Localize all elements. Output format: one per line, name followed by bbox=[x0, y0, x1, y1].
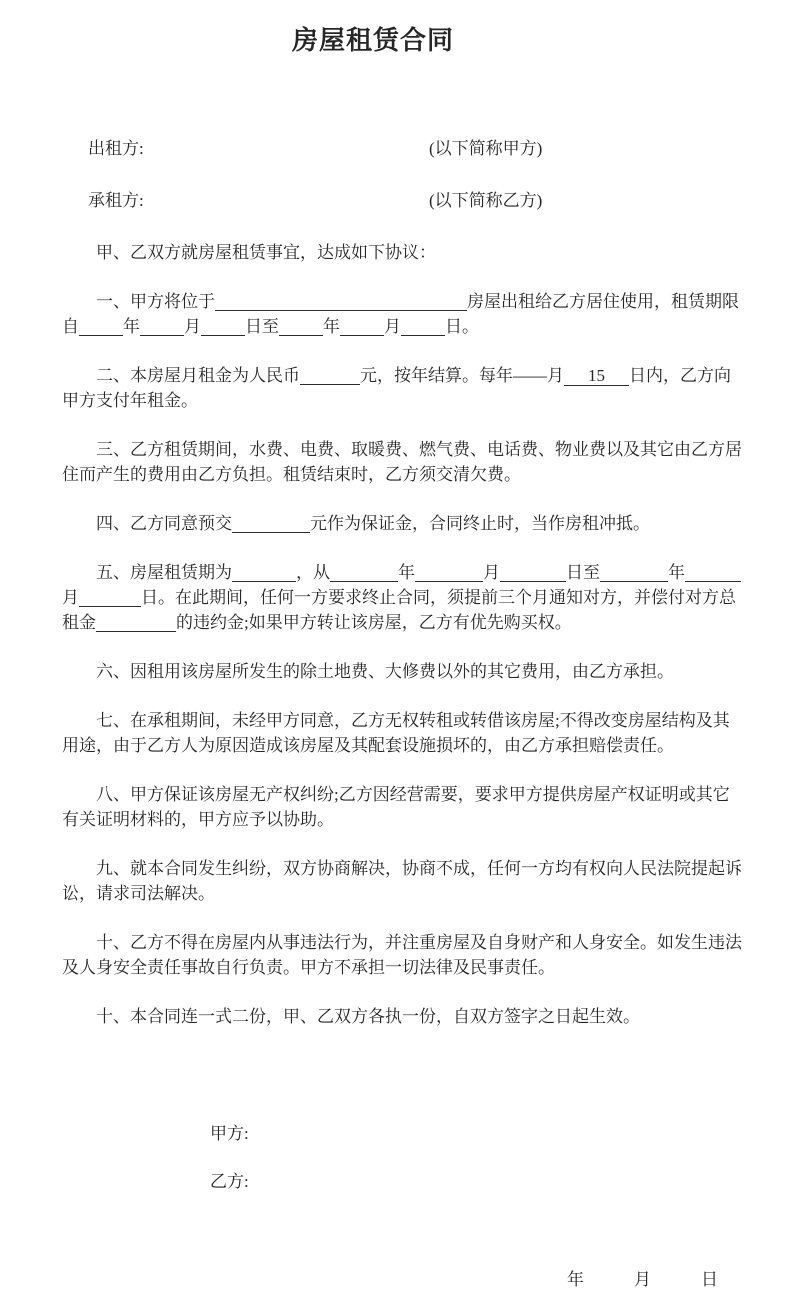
clause-text: 日内，乙方向甲方支付年租金。 bbox=[62, 366, 731, 410]
clause-text: 房屋出租给乙方居住使用，租赁期限自 bbox=[62, 292, 739, 336]
clause-text: 六、因租用该房屋所发生的除土地费、大修费以外的其它费用，由乙方承担。 bbox=[96, 662, 674, 681]
blank-field bbox=[79, 318, 123, 336]
clauses-section bbox=[62, 289, 744, 1029]
blank-field bbox=[201, 318, 245, 336]
clause-text: 九、就本合同发生纠纷，双方协商解决，协商不成，任何一方均有权向人民法院提起诉讼，请求司法解决。 bbox=[62, 859, 742, 903]
clause-text: 七、在承租期间，未经甲方同意，乙方无权转租或转借该房屋;不得改变房屋结构及其用途，由于乙方人为原因造成该房屋及其配套设施损坏的，由乙方承担赔偿责任。 bbox=[62, 711, 730, 755]
clause-text: 月 bbox=[384, 317, 401, 336]
blank-field bbox=[330, 564, 398, 582]
date-line bbox=[567, 1267, 744, 1292]
blank-field bbox=[600, 564, 668, 582]
clause-5 bbox=[62, 560, 744, 635]
clause-text: 八、甲方保证该房屋无产权纠纷;乙方因经营需要，要求甲方提供房屋产权证明或其它有关证明材料的，甲方应予以协助。 bbox=[62, 785, 730, 829]
blank-field bbox=[415, 564, 483, 582]
clause-text: 月 bbox=[184, 317, 201, 336]
clause-text: 年 bbox=[323, 317, 340, 336]
blank-field bbox=[401, 318, 445, 336]
clause-text: 日至 bbox=[245, 317, 279, 336]
month-label: 月 bbox=[634, 1270, 651, 1289]
clause-text: 的违约金;如果甲方转让该房屋，乙方有优先购买权。 bbox=[176, 613, 572, 632]
clause-text: 元作为保证金，合同终止时，当作房租冲抵。 bbox=[310, 514, 650, 533]
lessee-label: 承租方: bbox=[88, 191, 144, 210]
document-title: 房屋租赁合同 bbox=[291, 26, 454, 55]
clause-3 bbox=[62, 437, 744, 487]
clause-text: ，从 bbox=[296, 563, 330, 582]
intro-paragraph: 甲、乙双方就房屋租赁事宜，达成如下协议： bbox=[96, 243, 436, 262]
blank-field bbox=[500, 564, 566, 582]
lessor-row bbox=[62, 136, 744, 161]
clause-text: 月 bbox=[483, 563, 500, 582]
blank-field bbox=[279, 318, 323, 336]
party-b-signature-label: 乙方: bbox=[210, 1172, 249, 1191]
lessor-note: (以下简称甲方) bbox=[429, 139, 543, 158]
blank-field bbox=[140, 318, 184, 336]
clause-text: 年 bbox=[123, 317, 140, 336]
clause-6 bbox=[62, 659, 744, 684]
clause-text: 日。 bbox=[445, 317, 479, 336]
clause-10 bbox=[62, 930, 744, 980]
blank-field bbox=[96, 614, 176, 632]
clause-2 bbox=[62, 363, 744, 413]
clause-9 bbox=[62, 856, 744, 906]
clause-text: 三、乙方租赁期间，水费、电费、取暖费、燃气费、电话费、物业费以及其它由乙方居住而产生的费用由乙方负担。租赁结束时，乙方须交清欠费。 bbox=[62, 440, 742, 484]
blank-field bbox=[79, 589, 141, 607]
lessee-note: (以下简称乙方) bbox=[429, 191, 543, 210]
signature-section bbox=[62, 1121, 744, 1194]
clause-text: 五、房屋租赁期为 bbox=[96, 563, 232, 582]
party-a-signature-label: 甲方: bbox=[210, 1124, 249, 1143]
clause-1 bbox=[62, 289, 744, 339]
year-label: 年 bbox=[567, 1270, 584, 1289]
lessee-row bbox=[62, 188, 744, 213]
clause-11 bbox=[62, 1004, 744, 1029]
clause-text: 十、乙方不得在房屋内从事违法行为，并注重房屋及自身财产和人身安全。如发生违法及人身安全责任事故自行负责。甲方不承担一切法律及民事责任。 bbox=[62, 933, 742, 977]
blank-field bbox=[232, 564, 296, 582]
blank-field bbox=[685, 564, 741, 582]
clause-7 bbox=[62, 708, 744, 758]
blank-field bbox=[340, 318, 384, 336]
clause-text: 二、本房屋月租金为人民币 bbox=[96, 366, 300, 385]
clause-text: 十、本合同连一式二份，甲、乙双方各执一份，自双方签字之日起生效。 bbox=[96, 1007, 640, 1026]
blank-field bbox=[300, 367, 360, 385]
day-label: 日 bbox=[701, 1270, 718, 1289]
clause-text: 一、甲方将位于 bbox=[96, 292, 215, 311]
clause-text: 元，按年结算。每年——月 bbox=[360, 366, 564, 385]
clause-8 bbox=[62, 782, 744, 832]
clause-text: 四、乙方同意预交 bbox=[96, 514, 232, 533]
clause-text: 年 bbox=[668, 563, 685, 582]
clause-text: 日。在此期间，任何一方要求终止合同，须提前三个月通知对方，并偿付对方总租金 bbox=[62, 588, 736, 632]
clause-text: 日至 bbox=[566, 563, 600, 582]
clause-text: 年 bbox=[398, 563, 415, 582]
filled-field: 15 bbox=[564, 366, 629, 386]
lessor-label: 出租方: bbox=[88, 139, 144, 158]
clause-text: 月 bbox=[62, 588, 79, 607]
clause-4 bbox=[62, 511, 744, 536]
blank-field bbox=[232, 515, 310, 533]
blank-field bbox=[215, 293, 467, 311]
